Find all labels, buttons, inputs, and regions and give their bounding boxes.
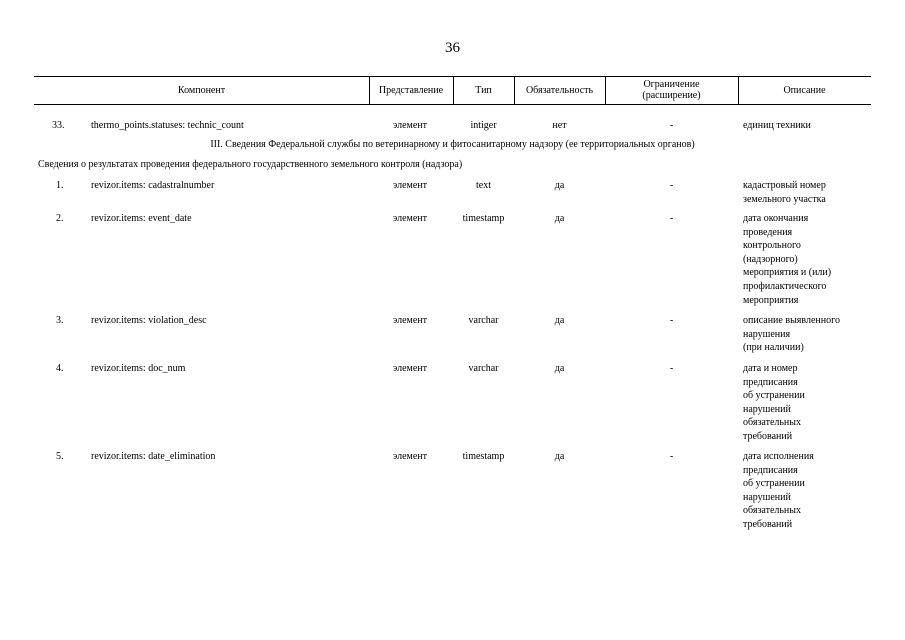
description-line: дата и номер <box>743 363 798 374</box>
column-divider <box>605 76 606 104</box>
row-representation: элемент <box>392 363 428 374</box>
description-line: мероприятия и (или) <box>743 267 832 279</box>
description-line: предписания <box>743 376 798 388</box>
row-required: нет <box>552 120 567 131</box>
column-divider <box>453 76 454 104</box>
row-component: revizor.items: cadastralnumber <box>91 180 215 191</box>
description-line: дата окончания <box>743 213 809 224</box>
header-restriction-line1: Ограничение <box>643 79 700 90</box>
row-component: revizor.items: doc_num <box>91 363 186 374</box>
row-restriction: - <box>669 180 674 191</box>
row-restriction: - <box>669 451 674 462</box>
row-component: thermo_points.statuses: technic_count <box>91 120 244 131</box>
description-line: обязательных <box>743 417 801 429</box>
page-number: 36 <box>445 40 460 56</box>
row-representation: элемент <box>392 315 428 326</box>
description-line: об устранении <box>743 390 805 402</box>
column-divider <box>738 76 739 104</box>
header-restriction-line2: (расширение) <box>642 90 701 101</box>
row-type: text <box>476 180 491 191</box>
description-line: нарушения <box>743 328 791 340</box>
row-required: да <box>554 315 565 326</box>
column-divider <box>369 76 370 104</box>
row-description <box>743 314 840 355</box>
header-representation: Представление <box>378 84 444 96</box>
description-line: дата исполнения <box>743 451 814 462</box>
description-line: мероприятия <box>743 294 799 306</box>
row-representation: элемент <box>392 180 428 191</box>
description-line: (надзорного) <box>743 253 798 265</box>
description-line: единиц техники <box>743 120 811 131</box>
description-line: об устранении <box>743 478 805 490</box>
row-number: 1. <box>56 180 64 191</box>
row-component: revizor.items: event_date <box>91 213 192 224</box>
row-number: 3. <box>56 315 64 326</box>
row-description <box>743 362 805 444</box>
table-header-bottom-rule <box>34 104 871 105</box>
column-divider <box>514 76 515 104</box>
row-description <box>743 450 814 532</box>
description-line: проведения <box>743 226 793 238</box>
row-component: revizor.items: date_elimination <box>91 451 216 462</box>
description-line: профилактического <box>743 280 827 292</box>
row-component: revizor.items: violation_desc <box>91 315 207 326</box>
row-type: varchar <box>468 315 499 326</box>
header-component: Компонент <box>177 84 226 96</box>
row-number: 2. <box>56 213 64 224</box>
row-restriction: - <box>669 315 674 326</box>
row-number: 33. <box>52 120 65 131</box>
row-description <box>743 179 826 206</box>
row-required: да <box>554 213 565 224</box>
row-restriction: - <box>669 213 674 224</box>
row-required: да <box>554 363 565 374</box>
row-restriction: - <box>669 363 674 374</box>
row-description <box>743 212 831 307</box>
row-representation: элемент <box>392 451 428 462</box>
description-line: требований <box>743 518 793 530</box>
description-line: (при наличии) <box>743 342 804 354</box>
header-description: Описание <box>783 84 826 96</box>
description-line: обязательных <box>743 505 801 517</box>
description-line: предписания <box>743 464 798 476</box>
row-description <box>743 119 811 133</box>
description-line: описание выявленного <box>743 315 840 326</box>
description-line: нарушений <box>743 491 791 503</box>
section-title: III. Сведения Федеральной службы по ветеринарному и фитосанитарному надзору (ее территориальных органов) <box>210 139 695 150</box>
header-required: Обязательность <box>525 84 594 96</box>
header-type: Тип <box>475 84 492 96</box>
row-type: intiger <box>470 120 497 131</box>
subsection-title: Сведения о результатах проведения федерального государственного земельного контроля (надзора) <box>38 159 463 170</box>
row-number: 5. <box>56 451 64 462</box>
description-line: кадастровый номер <box>743 180 826 191</box>
row-type: timestamp <box>462 213 505 224</box>
description-line: контрольного <box>743 240 801 252</box>
row-type: timestamp <box>462 451 505 462</box>
description-line: земельного участка <box>743 193 826 205</box>
row-number: 4. <box>56 363 64 374</box>
row-representation: элемент <box>392 120 428 131</box>
description-line: требований <box>743 430 793 442</box>
row-representation: элемент <box>392 213 428 224</box>
row-required: да <box>554 451 565 462</box>
description-line: нарушений <box>743 403 791 415</box>
header-restriction <box>605 76 738 104</box>
row-type: varchar <box>468 363 499 374</box>
row-restriction: - <box>669 120 674 131</box>
row-required: да <box>554 180 565 191</box>
